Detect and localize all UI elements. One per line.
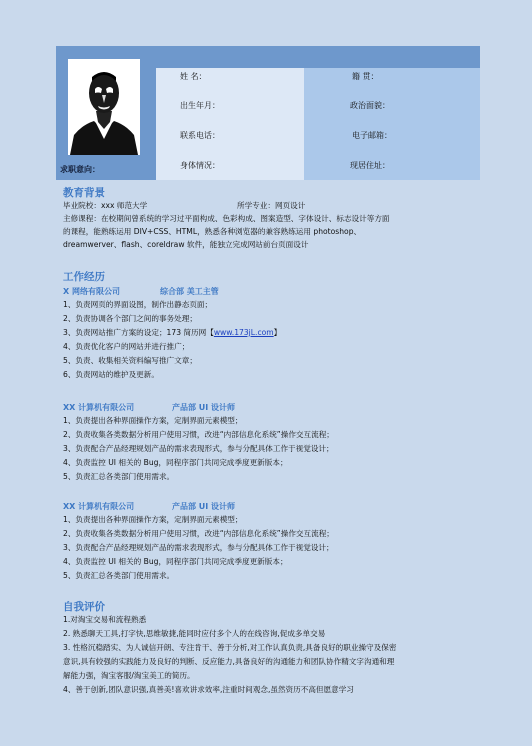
self-eval-line-2: 2. 熟悉聊天工具,打字快,思维敏捷,能同时应付多个人的在线咨询,促成多单交易: [63, 629, 326, 638]
job1-item-4: 4、负责优化客户的网站并进行推广；: [63, 342, 190, 351]
job3-company: XX 计算机有限公司: [63, 502, 135, 511]
job1-item-3-text: 3、负责网站推广方案的设定；173 简历网【: [63, 328, 214, 337]
health-label: 身体情况：: [180, 161, 220, 170]
job2-item-4: 4、负责监控 UI 相关的 Bug，同程序部门共同完成季度更新版本；: [63, 458, 288, 467]
job3-item-3: 3、负责配合产品经理规划产品的需求表现形式，参与分配具体工作于视觉设计；: [63, 543, 334, 552]
job2-item-1: 1、负责提出各种界面操作方案，定制界面元素模型；: [63, 416, 243, 425]
header-info-right: [304, 68, 480, 180]
email-label: 电子邮箱：: [352, 131, 392, 140]
job1-item-5: 5、负责、收集相关资料编写推广文章；: [63, 356, 197, 365]
phone-label: 联系电话：: [180, 131, 220, 140]
self-eval-title: 自我评价: [63, 601, 105, 613]
job1-item-6: 6、负责网站的维护及更新。: [63, 370, 159, 379]
job1-item-2: 2、负责协调各个部门之间的事务处理；: [63, 314, 197, 323]
job3-dept: 产品部 UI 设计师: [172, 502, 236, 511]
job2-company: XX 计算机有限公司: [63, 403, 135, 412]
work-title: 工作经历: [63, 271, 105, 283]
politics-label: 政治面貌：: [350, 101, 390, 110]
self-eval-line-4: 意识,具有较强的实践能力及良好的判断、反应能力,具备良好的沟通能力和团队协作精文字沟通和理: [63, 657, 395, 666]
job3-item-1: 1、负责提出各种界面操作方案，定制界面元素模型；: [63, 515, 243, 524]
job1-item-3: [63, 328, 281, 338]
job2-item-5: 5、负责汇总各类部门使用需求。: [63, 472, 175, 481]
hometown-label: 籍 贯：: [352, 72, 379, 81]
portrait-silhouette-icon: [68, 59, 140, 155]
education-courses-3: dreamwerver、flash、coreldraw 软件，能独立完成网站前台页面设计: [63, 240, 309, 249]
education-title: 教育背景: [63, 187, 105, 199]
header-info-left: [156, 68, 304, 180]
header-photo-panel: [56, 46, 156, 180]
job3-item-2: 2、负责收集各类数据分析用户使用习惯，改进“内部信息化系统”操作交互流程；: [63, 529, 334, 538]
self-eval-line-5: 解能力强，淘宝客服/淘宝美工的简历。: [63, 671, 195, 680]
education-school: 毕业院校：xxx 师范大学: [63, 201, 148, 210]
name-label: 姓 名：: [180, 72, 207, 81]
intent-label: 求职意向：: [60, 165, 100, 174]
header-top-bar: [156, 46, 480, 68]
job2-dept: 产品部 UI 设计师: [172, 403, 236, 412]
job2-item-3: 3、负责配合产品经理规划产品的需求表现形式，参与分配具体工作于视觉设计；: [63, 444, 334, 453]
job1-item-3-suffix: 】: [273, 328, 282, 337]
resume-site-link[interactable]: www.173jL.com: [213, 328, 274, 337]
job3-item-5: 5、负责汇总各类部门使用需求。: [63, 571, 175, 580]
profile-photo: [68, 59, 140, 155]
address-label: 现居住址：: [350, 161, 390, 170]
self-eval-line-3: 3. 性格沉稳踏实、为人诚信开朗、专注肯干、善于分析,对工作认真负责,具备良好的职业操守及保密: [63, 643, 397, 652]
job1-dept: 综合部 美工主管: [160, 287, 219, 296]
birth-label: 出生年月：: [180, 101, 220, 110]
self-eval-line-6: 4、善于创新,团队意识强,真善美!喜欢讲求效率,注重时间观念,虽然资历不高但愿意学习: [63, 685, 354, 694]
education-major: 所学专业：网页设计: [237, 201, 306, 210]
resume-page: [56, 46, 480, 736]
job2-item-2: 2、负责收集各类数据分析用户使用习惯，改进“内部信息化系统”操作交互流程；: [63, 430, 334, 439]
self-eval-line-1: 1.对淘宝交易和流程熟悉: [63, 615, 147, 624]
job1-item-1: 1、负责网页的界面设图，制作出静态页面；: [63, 300, 213, 309]
education-courses-2: 的课程，能熟练运用 DIV+CSS、HTML，熟悉各种浏览器的兼容熟练运用 photoshop、: [63, 227, 362, 236]
education-courses-1: 主修课程：在校期间曾系统的学习过平面构成、色彩构成、图案造型、字体设计、标志设计等方面: [63, 214, 390, 223]
job3-item-4: 4、负责监控 UI 相关的 Bug，同程序部门共同完成季度更新版本；: [63, 557, 288, 566]
job1-company: X 网络有限公司: [63, 287, 120, 296]
